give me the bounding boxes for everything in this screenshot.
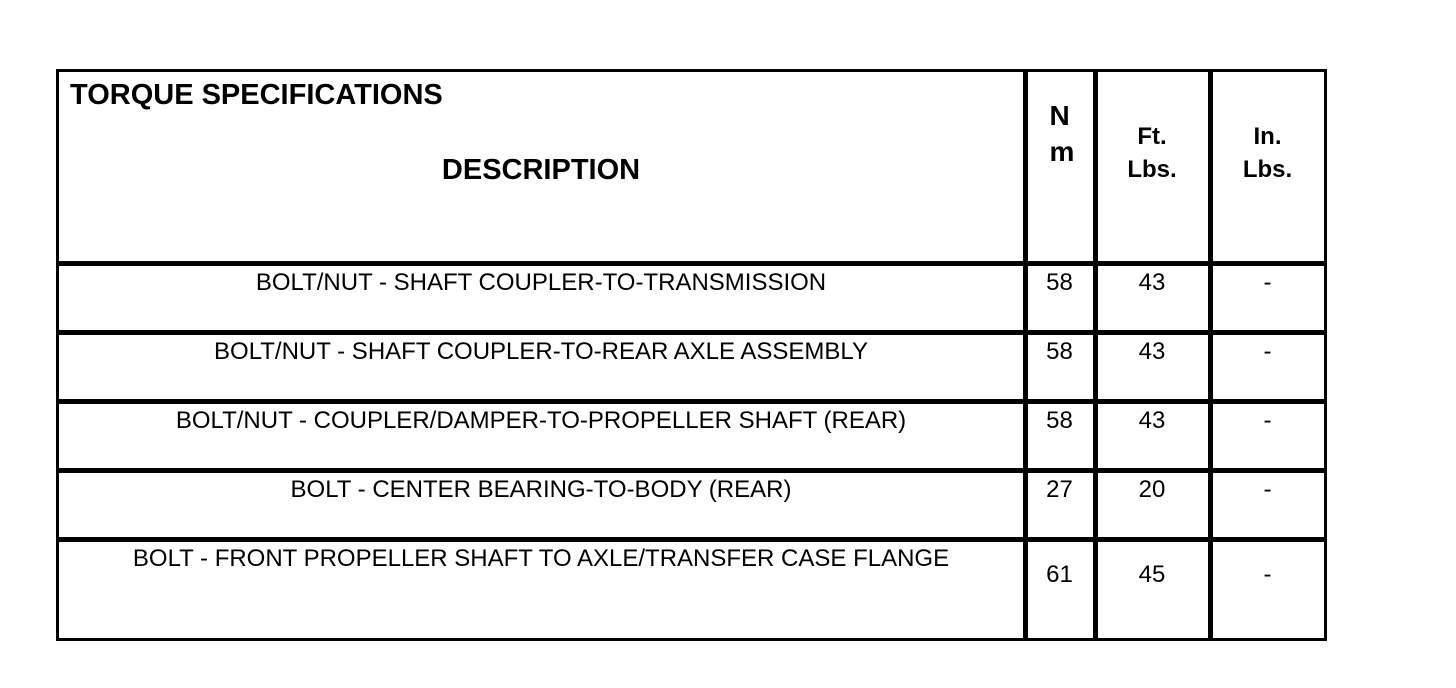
table-row <box>59 261 1324 330</box>
description-column-header: DESCRIPTION <box>441 154 641 186</box>
header-nm-cell <box>1023 72 1093 261</box>
row-ft-lbs-value: 43 <box>1138 338 1166 365</box>
row-description: BOLT/NUT - SHAFT COUPLER-TO-REAR AXLE ASSEMBLY <box>214 338 868 365</box>
row-ft-lbs-value: 43 <box>1138 407 1166 434</box>
row-in-lbs-value: - <box>1263 269 1272 296</box>
table-row <box>59 537 1324 638</box>
table-row <box>59 468 1324 537</box>
row-nm-value: 61 <box>1046 561 1073 588</box>
row-ft-lbs-value: 43 <box>1138 269 1166 296</box>
row-description: BOLT/NUT - COUPLER/DAMPER-TO-PROPELLER SHAFT (REAR) <box>175 407 907 434</box>
torque-specifications-table <box>56 69 1327 641</box>
row-ft-lbs-value: 45 <box>1138 561 1166 588</box>
nm-column-header: N m <box>1049 100 1075 167</box>
row-in-lbs-value: - <box>1263 561 1272 588</box>
row-ft-lbs-value: 20 <box>1138 476 1166 503</box>
row-nm-value: 27 <box>1046 476 1073 503</box>
row-description: BOLT - CENTER BEARING-TO-BODY (REAR) <box>290 476 792 503</box>
table-row <box>59 330 1324 399</box>
row-in-lbs-value: - <box>1263 407 1272 434</box>
header-ft-lbs-cell <box>1093 72 1208 261</box>
row-nm-value: 58 <box>1046 269 1073 296</box>
row-description: BOLT - FRONT PROPELLER SHAFT TO AXLE/TRANSFER CASE FLANGE <box>132 545 950 572</box>
table-header-row <box>59 72 1324 261</box>
in-lbs-column-header: In. Lbs. <box>1242 123 1293 183</box>
header-in-lbs-cell <box>1208 72 1324 261</box>
row-in-lbs-value: - <box>1263 476 1272 503</box>
table-row <box>59 399 1324 468</box>
row-in-lbs-value: - <box>1263 338 1272 365</box>
ft-lbs-column-header: Ft. Lbs. <box>1127 123 1177 183</box>
header-description-cell <box>59 72 1023 261</box>
table-title: TORQUE SPECIFICATIONS <box>70 79 443 111</box>
row-description: BOLT/NUT - SHAFT COUPLER-TO-TRANSMISSION <box>255 269 827 296</box>
row-nm-value: 58 <box>1046 407 1073 434</box>
row-nm-value: 58 <box>1046 338 1073 365</box>
